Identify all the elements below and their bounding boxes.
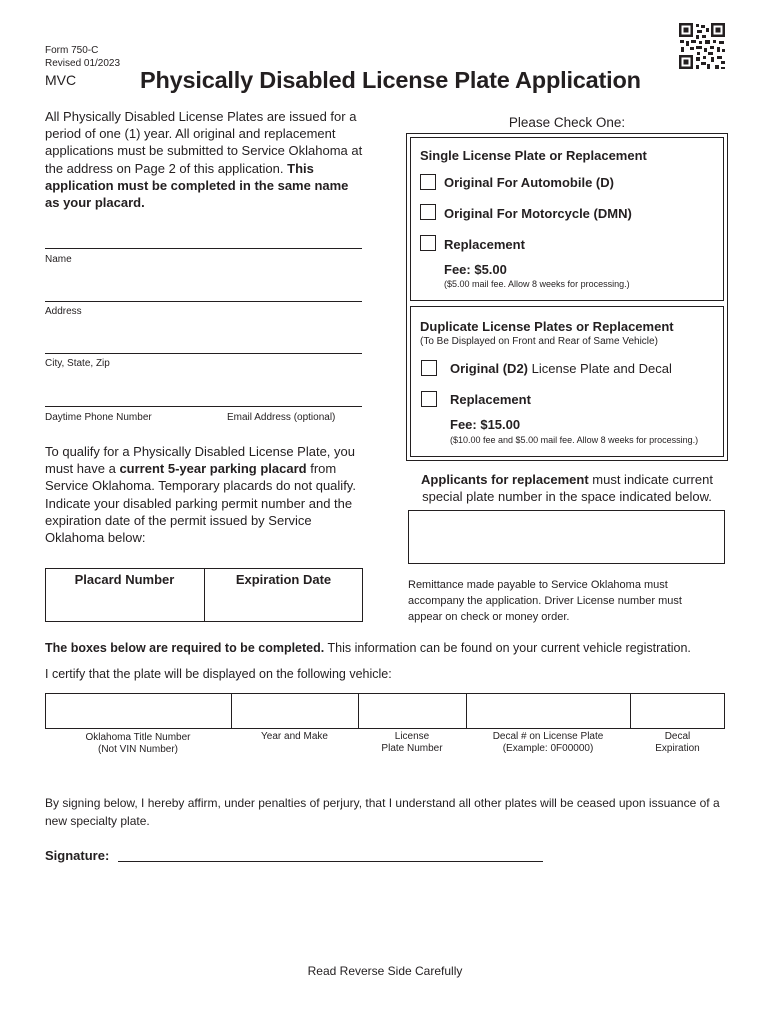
affirmation-paragraph: By signing below, I hereby affirm, under penalties of perjury, that I understand all other plates will be ceased upon issuance of a new specialty plate. xyxy=(45,796,720,828)
signature-field[interactable] xyxy=(118,861,543,862)
license-plate-label-line2: Plate Number xyxy=(381,743,443,754)
title-number-label-line2: (Not VIN Number) xyxy=(97,744,178,755)
footer-note: Read Reverse Side Carefully xyxy=(307,964,463,978)
title-number-input[interactable] xyxy=(47,695,229,727)
license-plate-label xyxy=(358,731,466,755)
vehicle-divider-1 xyxy=(231,693,232,729)
decal-number-label xyxy=(466,731,630,755)
name-label: Name xyxy=(45,254,72,265)
original-d2-checkbox[interactable] xyxy=(421,360,437,376)
qualify-paragraph xyxy=(45,443,365,546)
replacement-note-bold: Applicants for replacement xyxy=(421,472,589,487)
form-number: Form 750-C xyxy=(45,45,99,56)
phone-email-field[interactable] xyxy=(45,406,362,407)
revised-date: Revised 01/2023 xyxy=(45,58,121,69)
license-plate-label-line1: License xyxy=(394,731,430,742)
title-number-label xyxy=(45,732,231,756)
duplicate-fee-note: ($10.00 fee and $5.00 mail fee. Allow 8 weeks for processing.) xyxy=(450,435,699,445)
single-plate-title: Single License Plate or Replacement xyxy=(420,148,647,163)
single-fee-note: ($5.00 mail fee. Allow 8 weeks for processing.) xyxy=(444,279,630,289)
city-state-zip-field[interactable] xyxy=(45,353,362,354)
original-d2-bold: Original (D2) xyxy=(450,361,529,376)
decal-expiration-label-line2: Expiration xyxy=(655,743,700,754)
qualify-text-1: To qualify for a Physically Disabled License Plate, you must have a xyxy=(45,444,355,477)
duplicate-fee: Fee: $15.00 xyxy=(450,417,521,432)
single-fee: Fee: $5.00 xyxy=(444,262,507,277)
decal-expiration-label-line1: Decal xyxy=(664,731,691,742)
vehicle-divider-3 xyxy=(466,693,467,729)
signature-label: Signature: xyxy=(45,848,110,863)
expiration-date-input[interactable] xyxy=(206,590,361,620)
vehicle-divider-4 xyxy=(630,693,631,729)
original-motorcycle-checkbox[interactable] xyxy=(420,204,436,220)
decal-number-input[interactable] xyxy=(468,695,628,727)
original-automobile-checkbox[interactable] xyxy=(420,174,436,190)
replacement-note xyxy=(405,471,729,505)
required-bold: The boxes below are required to be completed. xyxy=(45,641,325,655)
placard-number-header: Placard Number xyxy=(74,572,175,587)
single-replacement-label: Replacement xyxy=(444,237,525,252)
page-title: Physically Disabled License Plate Application xyxy=(140,67,641,93)
phone-label: Daytime Phone Number xyxy=(45,412,152,423)
required-statement xyxy=(45,641,735,655)
original-d2-rest: License Plate and Decal xyxy=(528,361,672,376)
placard-number-input[interactable] xyxy=(47,590,202,620)
replacement-note-rest: must indicate current special plate number in the space indicated below. xyxy=(422,472,713,504)
decal-expiration-input[interactable] xyxy=(632,695,723,727)
name-field[interactable] xyxy=(45,248,362,249)
vehicle-divider-2 xyxy=(358,693,359,729)
email-label: Email Address (optional) xyxy=(227,412,336,423)
intro-bold-text: This application must be completed in the same name as your placard. xyxy=(45,160,349,211)
city-state-zip-label: City, State, Zip xyxy=(45,358,110,369)
single-replacement-checkbox[interactable] xyxy=(420,235,436,251)
check-one-heading: Please Check One: xyxy=(508,115,626,130)
special-plate-number-input[interactable] xyxy=(408,510,725,564)
original-automobile-label: Original For Automobile (D) xyxy=(444,175,614,190)
title-number-label-line1: Oklahoma Title Number xyxy=(85,732,191,743)
address-field[interactable] xyxy=(45,301,362,302)
duplicate-plate-subtitle: (To Be Displayed on Front and Rear of Same Vehicle) xyxy=(420,336,658,347)
decal-expiration-label xyxy=(630,731,725,755)
decal-number-label-line2: (Example: 0F00000) xyxy=(502,743,594,754)
original-d2-label xyxy=(450,361,672,376)
year-make-input[interactable] xyxy=(233,695,356,727)
duplicate-replacement-checkbox[interactable] xyxy=(421,391,437,407)
intro-text: All Physically Disabled License Plates are issued for a period of one (1) year. All original and replacement applications must be submitted to Service Oklahoma at the address on Page 2 of this application. xyxy=(45,109,363,176)
required-rest: This information can be found on your current vehicle registration. xyxy=(324,641,691,655)
expiration-date-header: Expiration Date xyxy=(235,572,332,587)
qr-code-icon xyxy=(679,23,725,69)
decal-number-label-line1: Decal # on License Plate xyxy=(492,731,604,742)
remittance-note: Remittance made payable to Service Oklahoma must accompany the application. Driver License number must appear on check or money order. xyxy=(408,579,682,623)
duplicate-replacement-label: Replacement xyxy=(450,392,531,407)
year-make-label: Year and Make xyxy=(261,731,328,742)
address-label: Address xyxy=(45,306,82,317)
qualify-text-2: from Service Oklahoma. Temporary placards do not qualify. Indicate your disabled parking permit number and the expiration date of the permit issued by Service Oklahoma below: xyxy=(45,461,356,546)
certify-statement: I certify that the plate will be displayed on the following vehicle: xyxy=(45,667,392,681)
license-plate-number-input[interactable] xyxy=(360,695,464,727)
intro-paragraph xyxy=(45,108,365,211)
duplicate-plate-title: Duplicate License Plates or Replacement xyxy=(420,319,674,334)
qualify-bold-text: current 5-year parking placard xyxy=(119,461,307,477)
agency-label: MVC xyxy=(45,72,77,88)
original-motorcycle-label: Original For Motorcycle (DMN) xyxy=(444,206,632,221)
